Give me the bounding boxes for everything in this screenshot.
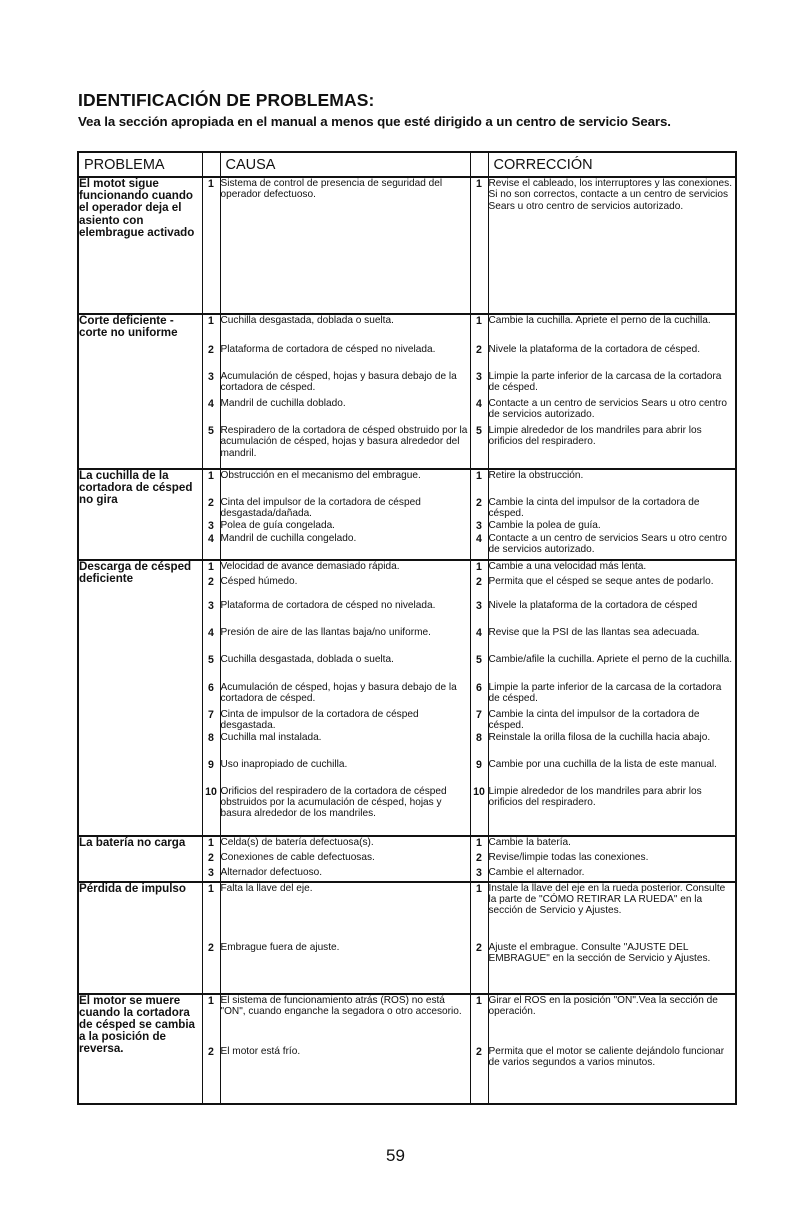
cause-cell-text: Obstrucción en el mecanismo del embrague. <box>220 470 421 481</box>
cause-number: 7 <box>202 709 220 732</box>
cause-cell-text: Respiradero de la cortadora de césped obstruido por la acumulación de césped, hojas y basura alrededor del mandril. <box>220 425 468 459</box>
cause-cell-text: Uso inapropiado de cuchilla. <box>220 758 348 770</box>
correction-cell-text: Cambie la polea de guía. <box>488 519 601 531</box>
cause-cell <box>220 786 470 836</box>
problem-cell: La batería no carga <box>78 836 202 882</box>
cause-number: 5 <box>202 654 220 682</box>
page-number: 59 <box>386 1146 405 1165</box>
cause-cell <box>220 1046 470 1104</box>
cause-number: 2 <box>202 1046 220 1104</box>
correction-cell-text: Revise/limpie todas las conexiones. <box>488 851 649 863</box>
cause-cell-text: Cuchilla desgastada, doblada o suelta. <box>220 315 394 326</box>
fix-number: 8 <box>470 732 488 759</box>
correction-cell <box>488 344 736 371</box>
cause-number: 1 <box>202 836 220 852</box>
correction-cell <box>488 497 736 520</box>
cause-number: 1 <box>202 882 220 942</box>
fix-number: 4 <box>470 398 488 425</box>
cause-cell <box>220 882 470 942</box>
cause-number: 4 <box>202 398 220 425</box>
cause-number: 3 <box>202 600 220 627</box>
header-causa: CAUSA <box>220 152 470 177</box>
correction-cell <box>488 709 736 732</box>
cause-cell <box>220 600 470 627</box>
correction-cell-text: Cambie/afile la cuchilla. Apriete el perno de la cuchilla. <box>488 653 733 665</box>
cause-number: 2 <box>202 576 220 600</box>
cause-number: 3 <box>202 520 220 533</box>
fix-number: 1 <box>470 560 488 576</box>
cause-cell <box>220 398 470 425</box>
correction-cell <box>488 177 736 314</box>
problem-group <box>78 882 736 994</box>
fix-number: 2 <box>470 344 488 371</box>
correction-cell <box>488 852 736 867</box>
fix-number: 9 <box>470 759 488 786</box>
cause-number: 10 <box>202 786 220 836</box>
cause-cell <box>220 560 470 576</box>
correction-cell <box>488 732 736 759</box>
correction-cell-text: Permita que el césped se seque antes de podarlo. <box>488 575 714 587</box>
cause-cell <box>220 732 470 759</box>
table-row <box>78 560 736 576</box>
cause-number: 4 <box>202 627 220 654</box>
cause-cell-text: Cinta de impulsor de la cortadora de césped desgastada. <box>220 708 419 731</box>
cause-cell-text: Falta la llave del eje. <box>220 882 313 894</box>
cause-number: 1 <box>202 177 220 314</box>
correction-cell-text: Nivele la plataforma de la cortadora de césped <box>488 599 698 611</box>
correction-cell <box>488 627 736 654</box>
fix-number: 6 <box>470 682 488 709</box>
correction-cell <box>488 425 736 469</box>
cause-cell <box>220 425 470 469</box>
correction-cell <box>488 560 736 576</box>
fix-number: 2 <box>470 942 488 994</box>
fix-number: 2 <box>470 497 488 520</box>
fix-number: 1 <box>470 836 488 852</box>
cause-cell <box>220 314 470 344</box>
cause-number: 2 <box>202 344 220 371</box>
fix-number: 1 <box>470 177 488 314</box>
cause-cell <box>220 942 470 994</box>
correction-cell <box>488 786 736 836</box>
table-row <box>78 469 736 497</box>
correction-cell-text: Cambie a una velocidad más lenta. <box>488 560 647 572</box>
problem-group <box>78 177 736 314</box>
cause-cell-text: Acumulación de césped, hojas y basura debajo de la cortadora de césped. <box>220 681 457 704</box>
correction-cell-text: Limpie alrededor de los mandriles para abrir los orificios del respiradero. <box>488 785 702 808</box>
header-number-spacer <box>202 152 220 177</box>
correction-cell-text: Cambie la cuchilla. Apriete el perno de la cuchilla. <box>488 315 711 326</box>
cause-number: 1 <box>202 994 220 1046</box>
page-title: IDENTIFICACIÓN DE PROBLEMAS: <box>78 90 375 110</box>
header-number-spacer <box>470 152 488 177</box>
page-subtitle: Vea la sección apropiada en el manual a menos que esté dirigido a un centro de servicio Sears. <box>78 114 671 129</box>
cause-cell <box>220 177 470 314</box>
fix-number: 1 <box>470 994 488 1046</box>
correction-cell-text: Limpie la parte inferior de la carcasa de la cortadora de césped. <box>488 371 722 394</box>
cause-number: 1 <box>202 314 220 344</box>
fix-number: 5 <box>470 425 488 469</box>
cause-cell-text: Cinta del impulsor de la cortadora de césped desgastada/dañada. <box>220 497 421 520</box>
correction-cell <box>488 398 736 425</box>
cause-cell-text: Plataforma de cortadora de césped no nivelada. <box>220 344 436 355</box>
fix-number: 3 <box>470 867 488 882</box>
correction-cell-text: Cambie la cinta del impulsor de la cortadora de césped. <box>488 497 700 520</box>
fix-number: 3 <box>470 600 488 627</box>
cause-cell <box>220 682 470 709</box>
problem-group <box>78 314 736 469</box>
correction-cell <box>488 882 736 942</box>
fix-number: 4 <box>470 627 488 654</box>
cause-cell-text: Conexiones de cable defectuosas. <box>220 851 375 863</box>
fix-number: 3 <box>470 520 488 533</box>
correction-cell-text: Cambie la batería. <box>488 836 571 848</box>
correction-cell <box>488 520 736 533</box>
correction-cell <box>488 994 736 1046</box>
cause-number: 2 <box>202 852 220 867</box>
cause-cell <box>220 497 470 520</box>
correction-cell <box>488 371 736 398</box>
table-row <box>78 314 736 344</box>
correction-cell <box>488 576 736 600</box>
cause-cell-text: Césped húmedo. <box>220 575 298 587</box>
correction-cell-text: Limpie la parte inferior de la carcasa de la cortadora de césped. <box>488 681 722 704</box>
table-header-row <box>78 152 736 177</box>
cause-cell-text: Polea de guía congelada. <box>220 519 335 531</box>
cause-number: 3 <box>202 867 220 882</box>
problem-group <box>78 560 736 836</box>
correction-cell <box>488 469 736 497</box>
fix-number: 1 <box>470 882 488 942</box>
correction-cell-text: Revise el cableado, los interruptores y las conexiones. Si no son correctos, contacte a un centro de servicios Sears u otro centro de servicios autorizado. <box>488 178 733 212</box>
cause-cell <box>220 867 470 882</box>
correction-cell <box>488 867 736 882</box>
correction-cell-text: Limpie alrededor de los mandriles para abrir los orificios del respiradero. <box>488 425 702 448</box>
correction-cell-text: Ajuste el embrague. Consulte "AJUSTE DEL EMBRAGUE" en la sección de Servicio y Ajustes. <box>488 941 711 964</box>
troubleshooting-table <box>77 151 737 1105</box>
cause-number: 3 <box>202 371 220 398</box>
cause-cell-text: Sistema de control de presencia de seguridad del operador defectuoso. <box>220 178 443 201</box>
problem-cell: Pérdida de impulso <box>78 882 202 994</box>
cause-cell <box>220 576 470 600</box>
cause-cell <box>220 371 470 398</box>
cause-cell-text: El sistema de funcionamiento atrás (ROS) no está "ON", cuando enganche la segadora o otro accesorio. <box>220 994 462 1017</box>
correction-cell-text: Nivele la plataforma de la cortadora de césped. <box>488 344 701 355</box>
correction-cell-text: Revise que la PSI de las llantas sea adecuada. <box>488 626 700 638</box>
correction-cell-text: Cambie por una cuchilla de la lista de este manual. <box>488 758 717 770</box>
cause-number: 4 <box>202 533 220 560</box>
fix-number: 7 <box>470 709 488 732</box>
correction-cell <box>488 682 736 709</box>
cause-cell-text: Acumulación de césped, hojas y basura debajo de la cortadora de césped. <box>220 371 457 394</box>
problem-cell: El motot sigue funcionando cuando el operador deja el asiento con elembrague activado <box>78 177 202 314</box>
problem-cell: La cuchilla de la cortadora de césped no gira <box>78 469 202 560</box>
header-problema: PROBLEMA <box>78 152 202 177</box>
cause-cell-text: Mandril de cuchilla congelado. <box>220 532 357 544</box>
cause-cell-text: Embrague fuera de ajuste. <box>220 941 340 953</box>
correction-cell <box>488 759 736 786</box>
header-correccion: CORRECCIÓN <box>488 152 736 177</box>
fix-number: 1 <box>470 314 488 344</box>
cause-cell <box>220 627 470 654</box>
table-row <box>78 882 736 942</box>
cause-number: 1 <box>202 469 220 497</box>
fix-number: 2 <box>470 1046 488 1104</box>
cause-cell-text: El motor está frío. <box>220 1045 301 1057</box>
cause-cell <box>220 344 470 371</box>
cause-cell <box>220 852 470 867</box>
cause-cell-text: Velocidad de avance demasiado rápida. <box>220 560 400 572</box>
cause-cell <box>220 469 470 497</box>
cause-number: 1 <box>202 560 220 576</box>
fix-number: 4 <box>470 533 488 560</box>
table-row <box>78 836 736 852</box>
problem-cell: El motor se muere cuando la cortadora de césped se cambia a la posición de reversa. <box>78 994 202 1104</box>
cause-cell <box>220 994 470 1046</box>
cause-cell <box>220 759 470 786</box>
fix-number: 1 <box>470 469 488 497</box>
correction-cell <box>488 533 736 560</box>
cause-cell-text: Alternador defectuoso. <box>220 866 323 878</box>
cause-cell <box>220 533 470 560</box>
cause-cell <box>220 520 470 533</box>
fix-number: 10 <box>470 786 488 836</box>
correction-cell-text: Reinstale la orilla filosa de la cuchilla hacia abajo. <box>488 731 711 743</box>
correction-cell-text: Contacte a un centro de servicios Sears u otro centro de servicios autorizado. <box>488 532 727 555</box>
correction-cell <box>488 654 736 682</box>
cause-number: 8 <box>202 732 220 759</box>
problem-group <box>78 836 736 882</box>
cause-number: 2 <box>202 942 220 994</box>
correction-cell <box>488 942 736 994</box>
cause-cell-text: Celda(s) de batería defectuosa(s). <box>220 836 374 848</box>
cause-cell-text: Cuchilla desgastada, doblada o suelta. <box>220 653 394 665</box>
problem-group <box>78 469 736 560</box>
cause-number: 6 <box>202 682 220 709</box>
fix-number: 5 <box>470 654 488 682</box>
cause-cell-text: Cuchilla mal instalada. <box>220 731 322 743</box>
correction-cell-text: Cambie la cinta del impulsor de la cortadora de césped. <box>488 708 700 731</box>
problem-group <box>78 994 736 1104</box>
correction-cell <box>488 836 736 852</box>
fix-number: 2 <box>470 576 488 600</box>
fix-number: 3 <box>470 371 488 398</box>
correction-cell <box>488 314 736 344</box>
cause-cell-text: Mandril de cuchilla doblado. <box>220 398 346 409</box>
table-row <box>78 994 736 1046</box>
cause-number: 9 <box>202 759 220 786</box>
cause-cell <box>220 654 470 682</box>
correction-cell-text: Retire la obstrucción. <box>488 470 584 481</box>
correction-cell-text: Permita que el motor se caliente dejándolo funcionar de varios segundos a varios minutos. <box>488 1045 725 1068</box>
correction-cell-text: Girar el ROS en la posición "ON".Vea la sección de operación. <box>488 994 718 1017</box>
cause-cell <box>220 709 470 732</box>
fix-number: 2 <box>470 852 488 867</box>
correction-cell-text: Contacte a un centro de servicios Sears u otro centro de servicios autorizado. <box>488 398 727 421</box>
correction-cell <box>488 1046 736 1104</box>
cause-number: 5 <box>202 425 220 469</box>
cause-cell-text: Presión de aire de las llantas baja/no uniforme. <box>220 626 431 638</box>
cause-cell-text: Plataforma de cortadora de césped no nivelada. <box>220 599 436 611</box>
problem-cell: Descarga de césped deficiente <box>78 560 202 836</box>
correction-cell <box>488 600 736 627</box>
cause-cell-text: Orificios del respiradero de la cortadora de césped obstruidos por la acumulación de césped, hojas y basura alrededor de los mandriles. <box>220 785 447 820</box>
cause-cell <box>220 836 470 852</box>
table-row <box>78 177 736 314</box>
problem-cell: Corte deficiente - corte no uniforme <box>78 314 202 469</box>
correction-cell-text: Cambie el alternador. <box>488 866 585 878</box>
cause-number: 2 <box>202 497 220 520</box>
correction-cell-text: Instale la llave del eje en la rueda posterior. Consulte la parte de "CÓMO RETIRAR LA RUEDA" en la sección de Servicio y Ajustes. <box>488 882 726 917</box>
